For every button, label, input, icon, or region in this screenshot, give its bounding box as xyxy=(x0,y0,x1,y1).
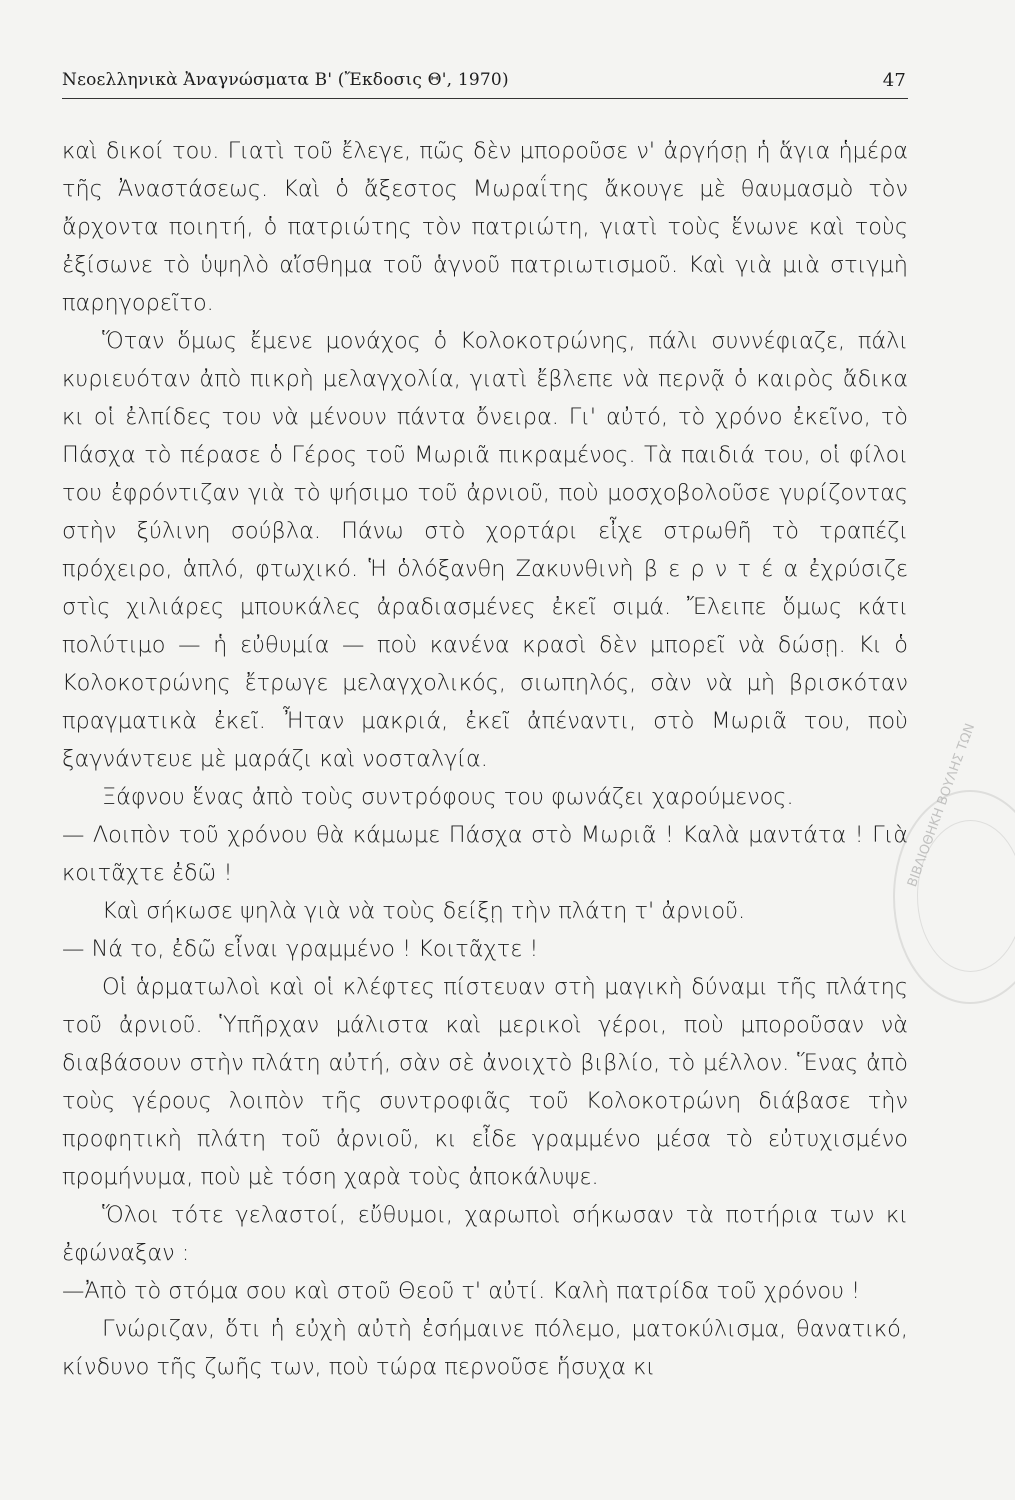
paragraph-3: Ξάφνου ἕνας ἀπὸ τοὺς συντρόφους του φωνάζει χαρούμενος. xyxy=(102,784,794,810)
running-head xyxy=(62,62,908,99)
library-stamp xyxy=(893,721,1015,1004)
page-number: 47 xyxy=(882,70,906,91)
body-text xyxy=(62,132,908,1386)
dialogue-line-1: — Λοιπὸν τοῦ χρόνου θὰ κάμωμε Πάσχα στὸ Μωριᾶ ! Καλὰ μαντάτα ! Γιὰ κοιτᾶχτε ἐδῶ ! xyxy=(62,822,908,886)
book-page xyxy=(62,62,908,1462)
running-head-title: Νεοελληνικὰ Ἀναγνώσματα Β' (Ἔκδοσις Θ', 1970) xyxy=(62,70,509,90)
paragraph-2: Ὅταν ὅμως ἔμενε μονάχος ὁ Κολοκοτρώνης, πάλι συννέφιαζε, πάλι κυριευόταν ἀπὸ πικρὴ μελαγχολία, γιατὶ ἔβλεπε νὰ περνᾷ ὁ καιρὸς ἄδικα κι οἱ ἐλπίδες του νὰ μένουν πάντα ὄνειρα. Γι' αὐτό, τὸ χρόνο ἐκεῖνο, τὸ Πάσχα τὸ πέρασε ὁ Γέρος τοῦ Μωριᾶ πικραμένος. Τὰ παιδιά του, οἱ φίλοι του ἐφρόντιζαν γιὰ τὸ ψήσιμο τοῦ ἀρνιοῦ, ποὺ μοσχοβολοῦσε γυρίζοντας στὴν ξύλινη σούβλα. Πάνω στὸ χορτάρι εἶχε στρωθῆ τὸ τραπέζι πρόχειρο, ἁπλό, φτωχικό. Ἡ ὁλόξανθη Ζακυνθινὴ β ε ρ ν τ έ α ἐχρύσιζε στὶς χιλιάρες μπουκάλες ἀραδιασμένες ἐκεῖ σιμά. Ἔλειπε ὅμως κάτι πολύτιμο — ἡ εὐθυμία — ποὺ κανένα κρασὶ δὲν μπορεῖ νὰ δώσῃ. Κι ὁ Κολοκοτρώνης ἔτρωγε μελαγχολικός, σιωπηλός, σὰν νὰ μὴ βρισκόταν πραγματικὰ ἐκεῖ. Ἦταν μακριά, ἐκεῖ ἀπέναντι, στὸ Μωριᾶ του, ποὺ ξαγνάντευε μὲ μαράζι καὶ νοσταλγία. xyxy=(62,328,908,772)
paragraph-4: Καὶ σήκωσε ψηλὰ γιὰ νὰ τοὺς δείξῃ τὴν πλάτη τ' ἀρνιοῦ. xyxy=(102,898,746,924)
dialogue-line-2: — Νά το, ἐδῶ εἶναι γραμμένο ! Κοιτᾶχτε ! xyxy=(62,936,539,962)
paragraph-1: καὶ δικοί του. Γιατὶ τοῦ ἔλεγε, πῶς δὲν μποροῦσε ν' ἀργήσῃ ἡ ἅγια ἡμέρα τῆς Ἀναστάσεως. Καὶ ὁ ἄξεστος Μωραΐτης ἄκουγε μὲ θαυμασμὸ τὸν ἄρχοντα ποιητή, ὁ πατριώτης τὸν πατριώτη, γιατὶ τοὺς ἕνωνε καὶ τοὺς ἐξίσωνε τὸ ὑψηλὸ αἴσθημα τοῦ ἁγνοῦ πατριωτισμοῦ. Καὶ γιὰ μιὰ στιγμὴ παρηγορεῖτο. xyxy=(62,138,908,316)
paragraph-6: Ὅλοι τότε γελαστοί, εὔθυμοι, χαρωποὶ σήκωσαν τὰ ποτήρια των κι ἐφώναξαν : xyxy=(62,1202,908,1266)
stamp-text: ΒΙΒΛΙΟΘΗΚΗ ΒΟΥΛΗΣ ΤΩΝ xyxy=(905,721,979,890)
paragraph-7: Γνώριζαν, ὅτι ἡ εὐχὴ αὐτὴ ἐσήμαινε πόλεμο, ματοκύλισμα, θανατικό, κίνδυνο τῆς ζωῆς των, ποὺ τώρα περνοῦσε ἥσυχα κι xyxy=(62,1316,908,1380)
dialogue-line-3: —Ἀπὸ τὸ στόμα σου καὶ στοῦ Θεοῦ τ' αὐτί. Καλὴ πατρίδα τοῦ χρόνου ! xyxy=(62,1278,861,1304)
paragraph-5: Οἱ ἁρματωλοὶ καὶ οἱ κλέφτες πίστευαν στὴ μαγικὴ δύναμι τῆς πλάτης τοῦ ἀρνιοῦ. Ὑπῆρχαν μάλιστα καὶ μερικοὶ γέροι, ποὺ μποροῦσαν νὰ διαβάσουν στὴν πλάτη αὐτή, σὰν σὲ ἀνοιχτὸ βιβλίο, τὸ μέλλον. Ἕνας ἀπὸ τοὺς γέρους λοιπὸν τῆς συντροφιᾶς τοῦ Κολοκοτρώνη διάβασε τὴν προφητικὴ πλάτη τοῦ ἀρνιοῦ, κι εἶδε γραμμένο μέσα τὸ εὐτυχισμένο προμήνυμα, ποὺ μὲ τόση χαρὰ τοὺς ἀποκάλυψε. xyxy=(62,974,908,1190)
